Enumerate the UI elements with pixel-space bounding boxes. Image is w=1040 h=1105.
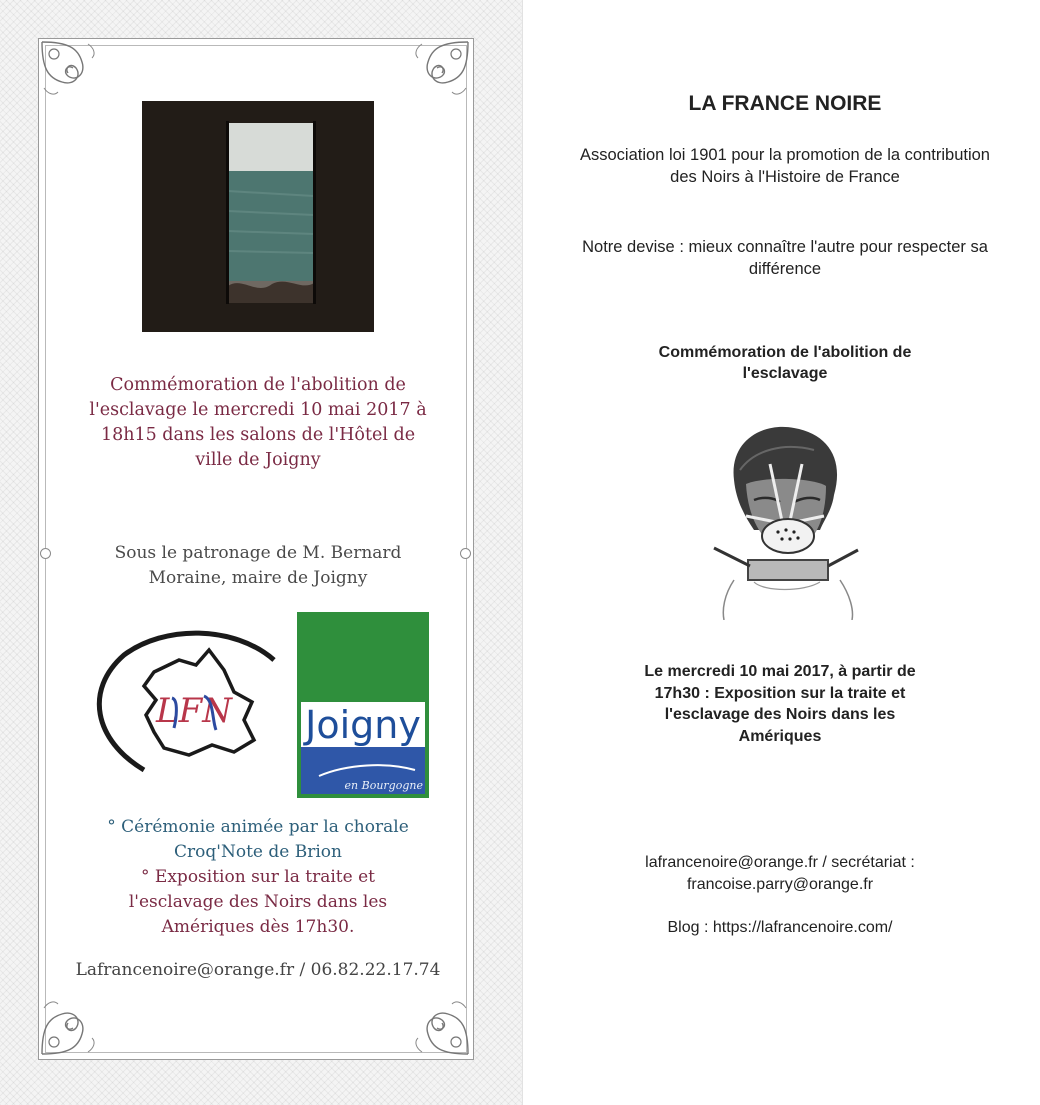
doorway-sea-photo bbox=[142, 101, 374, 332]
frame-ornament-dot bbox=[460, 548, 471, 559]
commem-line: Commémoration de l'abolition de bbox=[658, 344, 912, 361]
ornament-corner-icon bbox=[38, 38, 104, 104]
commem-line: l'esclavage le mercredi 10 mai 2017 à bbox=[89, 400, 427, 420]
exhibition-line: Amériques bbox=[738, 727, 822, 745]
left-contact-text: Lafrancenoire@orange.fr / 06.82.22.17.74 bbox=[75, 960, 441, 980]
commem-line: l'esclavage bbox=[742, 365, 828, 382]
ceremony-text bbox=[58, 815, 458, 865]
lfn-logo bbox=[84, 620, 280, 792]
right-contact-text bbox=[560, 852, 1000, 896]
commem-line: 18h15 dans les salons de l'Hôtel de bbox=[100, 425, 416, 445]
right-exhibition-text bbox=[590, 661, 970, 747]
historical-engraving-portrait bbox=[694, 420, 874, 620]
motto-text bbox=[540, 236, 1030, 280]
patronage-line: Moraine, maire de Joigny bbox=[148, 568, 368, 588]
ornament-corner-icon bbox=[406, 38, 472, 104]
motto-line: Notre devise : mieux connaître l'autre pour respecter sa bbox=[582, 238, 988, 256]
lfn-logo-text: LFN bbox=[156, 691, 232, 731]
ornament-corner-icon bbox=[38, 992, 104, 1058]
exhibition-line: l'esclavage des Noirs dans les bbox=[664, 706, 896, 723]
exhibition-line: ° Exposition sur la traite et bbox=[141, 867, 375, 887]
association-line: Association loi 1901 pour la promotion de la contribution bbox=[579, 146, 990, 164]
contact-line: francoise.parry@orange.fr bbox=[686, 876, 874, 893]
ornament-corner-icon bbox=[406, 992, 472, 1058]
exhibition-line: Amériques dès 17h30. bbox=[161, 917, 355, 937]
motto-line: différence bbox=[748, 260, 822, 278]
frame-ornament-dot bbox=[40, 548, 51, 559]
left-exhibition-text bbox=[58, 865, 458, 940]
association-line: des Noirs à l'Histoire de France bbox=[670, 168, 900, 186]
joigny-swoosh-icon bbox=[317, 760, 417, 780]
blog-link: Blog : https://lafrancenoire.com/ bbox=[667, 919, 893, 936]
ceremony-line: Croq'Note de Brion bbox=[174, 842, 342, 862]
commem-line: Commémoration de l'abolition de bbox=[110, 375, 406, 395]
exhibition-line: 17h30 : Exposition sur la traite et bbox=[654, 684, 906, 702]
joigny-logo bbox=[297, 612, 429, 798]
patronage-text bbox=[58, 541, 458, 591]
commem-line: ville de Joigny bbox=[195, 450, 321, 470]
joigny-logo-subtitle: en Bourgogne bbox=[344, 779, 423, 792]
left-commemoration-text bbox=[58, 373, 458, 473]
organization-title: LA FRANCE NOIRE bbox=[688, 92, 882, 115]
patronage-line: Sous le patronage de M. Bernard bbox=[114, 543, 402, 563]
ceremony-line: ° Cérémonie animée par la chorale bbox=[107, 817, 409, 837]
exhibition-line: l'esclavage des Noirs dans les bbox=[128, 892, 388, 912]
contact-line: lafrancenoire@orange.fr / secrétariat : bbox=[645, 854, 915, 871]
association-description bbox=[540, 144, 1030, 188]
exhibition-line: Le mercredi 10 mai 2017, à partir de bbox=[644, 663, 916, 680]
right-commemoration-heading bbox=[615, 342, 955, 384]
joigny-logo-name: Joigny bbox=[305, 703, 421, 747]
